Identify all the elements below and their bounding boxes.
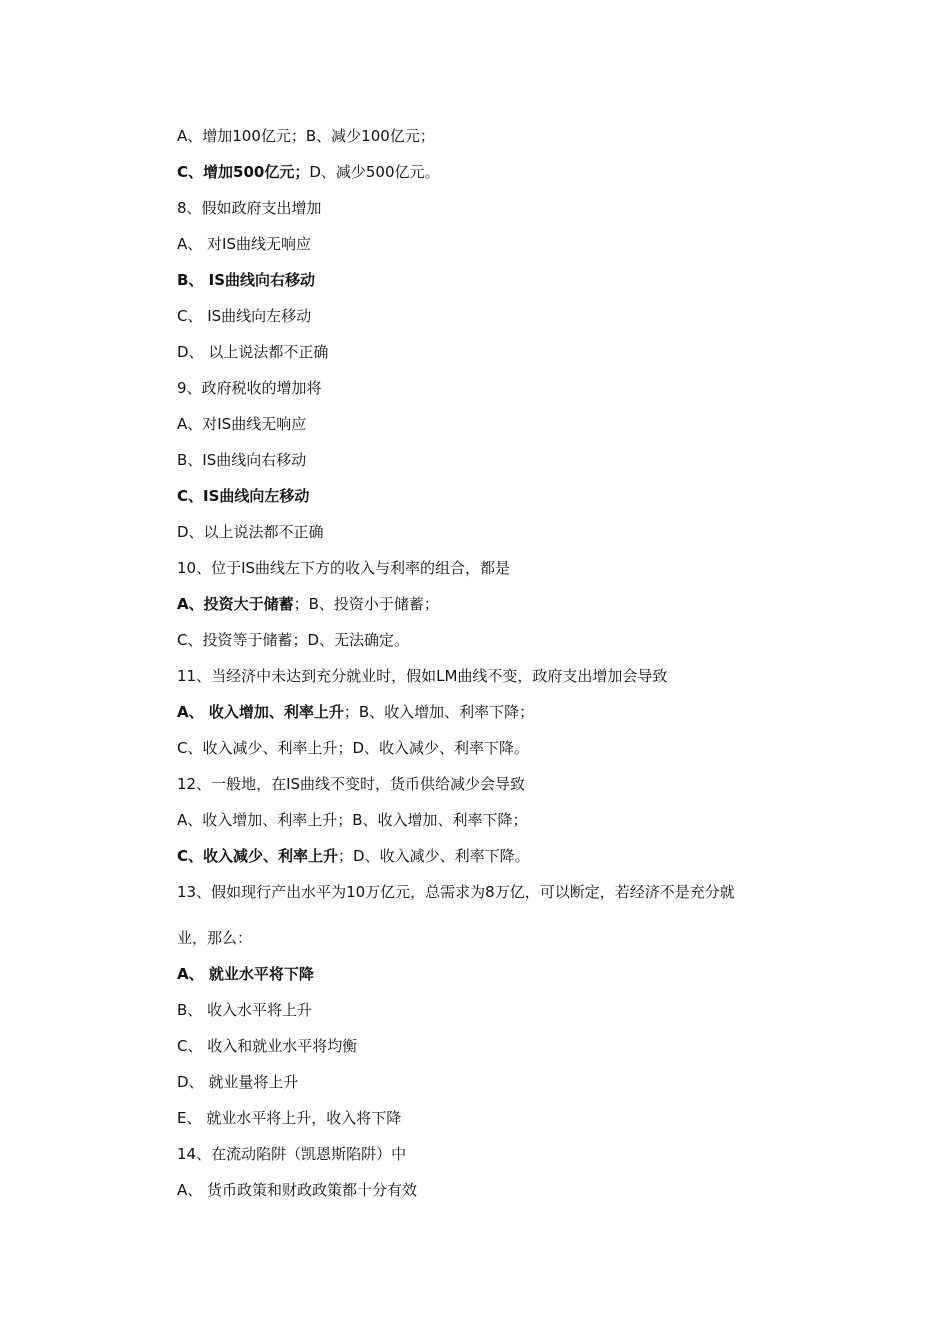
answer-text: C、增加500亿元； (177, 163, 310, 181)
text-line (177, 844, 827, 880)
text-line (177, 628, 827, 664)
line-text: ；B、投资小于储蓄； (293, 595, 439, 613)
text-line (177, 124, 827, 160)
line-text: ；D、收入减少、利率下降。 (338, 847, 530, 865)
line-text: D、 就业量将上升 (177, 1073, 299, 1091)
answer-text: A、投资大于储蓄 (177, 595, 294, 613)
line-text: E、 就业水平将上升，收入将下降 (177, 1109, 402, 1127)
text-line (177, 998, 827, 1034)
line-text: 8、假如政府支出增加 (177, 199, 322, 217)
line-text: A、收入增加、利率上升；B、收入增加、利率下降； (177, 811, 528, 829)
line-text: B、IS曲线向右移动 (177, 451, 307, 469)
text-line (177, 304, 827, 340)
text-line (177, 448, 827, 484)
text-line (177, 700, 827, 736)
line-text: B、 收入水平将上升 (177, 1001, 313, 1019)
line-text: A、 对IS曲线无响应 (177, 235, 311, 253)
text-line (177, 592, 827, 628)
line-text: 12、一般地，在IS曲线不变时，货币供给减少会导致 (177, 775, 526, 793)
line-text: 13、假如现行产出水平为10万亿元，总需求为8万亿，可以断定，若经济不是充分就 (177, 883, 735, 901)
line-text: A、增加100亿元；B、减少100亿元； (177, 127, 435, 145)
line-text: 9、政府税收的增加将 (177, 379, 322, 397)
text-line (177, 1034, 827, 1070)
line-text: 14、在流动陷阱（凯恩斯陷阱）中 (177, 1145, 407, 1163)
line-text: C、收入减少、利率上升；D、收入减少、利率下降。 (177, 739, 530, 757)
text-line (177, 484, 827, 520)
line-text: C、投资等于储蓄；D、无法确定。 (177, 631, 410, 649)
text-line (177, 1142, 827, 1178)
line-text: 业，那么： (177, 929, 253, 947)
text-line (177, 160, 827, 196)
text-line (177, 340, 827, 376)
answer-text: B、 IS曲线向右移动 (177, 271, 316, 289)
line-text: C、 IS曲线向左移动 (177, 307, 312, 325)
line-text: C、 收入和就业水平将均衡 (177, 1037, 358, 1055)
question-list (177, 124, 827, 1214)
text-line (177, 772, 827, 808)
line-text: 11、当经济中未达到充分就业时，假如LM曲线不变，政府支出增加会导致 (177, 667, 668, 685)
line-text: 10、位于IS曲线左下方的收入与利率的组合，都是 (177, 559, 511, 577)
answer-text: C、收入减少、利率上升 (177, 847, 339, 865)
text-line (177, 232, 827, 268)
answer-text: A、 收入增加、利率上升 (177, 703, 344, 721)
text-line (177, 736, 827, 772)
text-line (177, 196, 827, 232)
line-text: ；B、收入增加、利率下降； (343, 703, 535, 721)
answer-text: C、IS曲线向左移动 (177, 487, 310, 505)
text-line (177, 664, 827, 700)
line-text: A、对IS曲线无响应 (177, 415, 307, 433)
text-line (177, 880, 827, 926)
text-line (177, 962, 827, 998)
text-line (177, 1178, 827, 1214)
text-line (177, 556, 827, 592)
text-line (177, 1070, 827, 1106)
text-line (177, 376, 827, 412)
text-line (177, 412, 827, 448)
line-text: A、 货币政策和财政政策都十分有效 (177, 1181, 418, 1199)
text-line (177, 520, 827, 556)
text-line (177, 808, 827, 844)
answer-text: A、 就业水平将下降 (177, 965, 314, 983)
text-line (177, 1106, 827, 1142)
text-line (177, 268, 827, 304)
line-text: D、以上说法都不正确 (177, 523, 324, 541)
line-text: D、减少500亿元。 (309, 163, 440, 181)
line-text: D、 以上说法都不正确 (177, 343, 329, 361)
text-line (177, 926, 827, 962)
